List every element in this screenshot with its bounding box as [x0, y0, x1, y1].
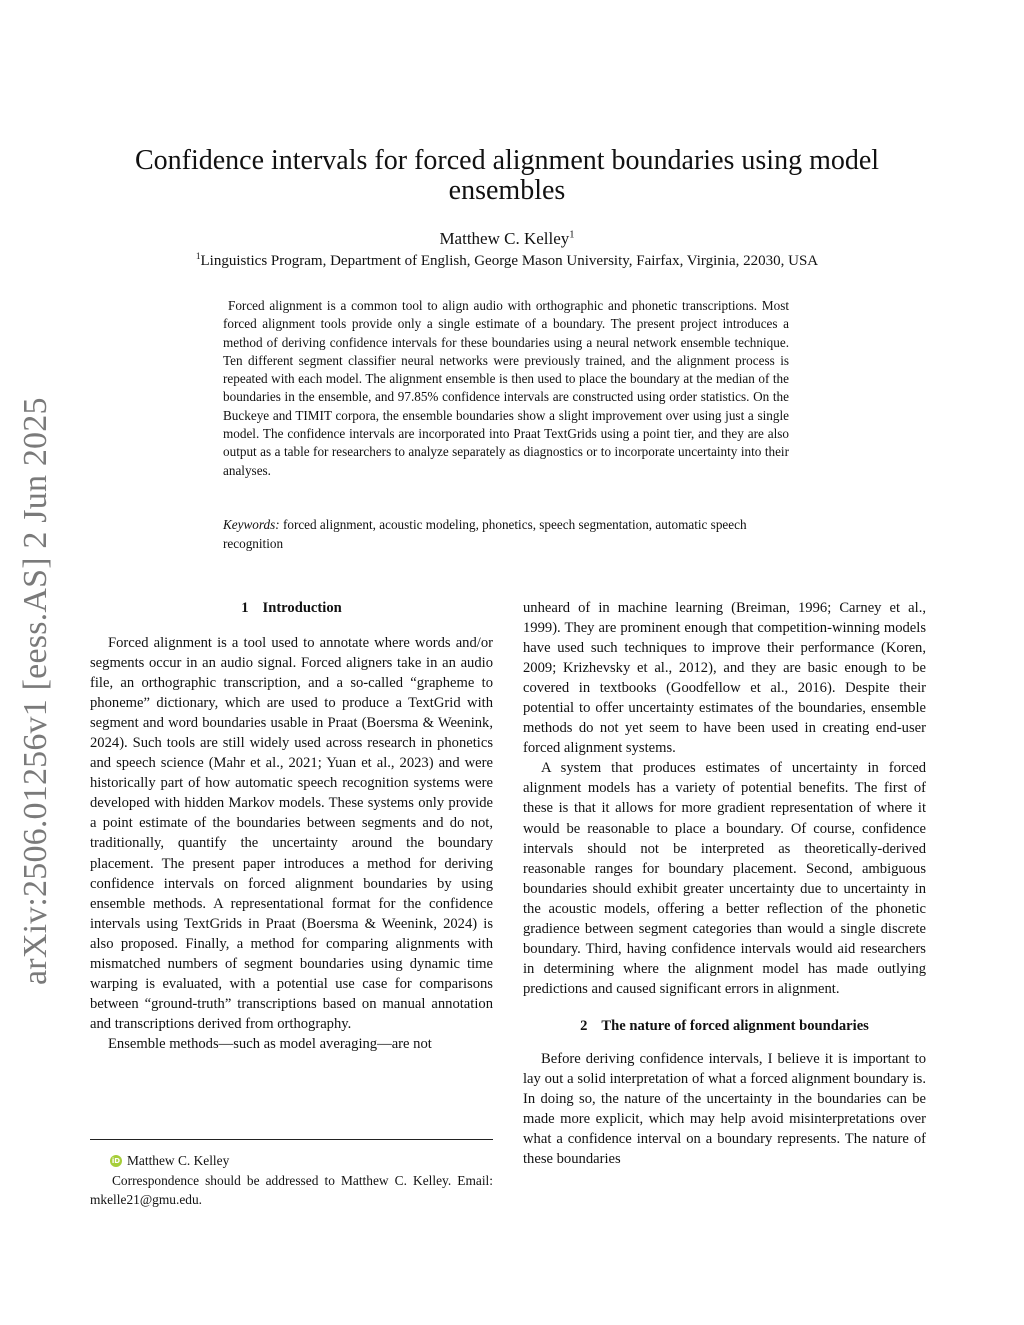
intro-paragraph-1: Forced alignment is a tool used to annotate where words and/or segments occur in an audio signal. Forced aligners take in an audio file, an orthographic transcription, and a so-called “grapheme to phoneme” dictionary, which are used to produce a TextGrid with segment and word boundaries usable in Praat (Boersma & Weenink, 2024). Such tools are still widely used across research in phonetics and speech science (Mahr et al., 2021; Yuan et al., 2023) and were historically part of how automatic speech recognition systems were developed with hidden Markov models. These systems only provide a point estimate of the boundaries between segments and do not, traditionally, quantify the uncertainty around the boundary placement. The present paper introduces a method for deriving confidence intervals on forced alignment boundaries by using ensemble methods. A representational format for the confidence intervals using TextGrids in Praat (Boersma & Weenink, 2024) is also proposed. Finally, a method for comparing alignments with mismatched numbers of segment boundaries using dynamic time warping is evaluated, with a potential use case for comparisons between “ground-truth” transcriptions based on manual annotation and transcriptions derived from orthography. — [90, 635, 493, 1032]
abstract: Forced alignment is a common tool to align audio with orthographic and phonetic transcriptions. Most forced alignment tools provide only a single estimate of a boundary. The present project introduces a method of deriving confidence intervals for these boundaries using a neural network ensemble technique. Ten different segment classifier neural networks were previously trained, and the alignment process is repeated with each model. The alignment ensemble is then used to place the boundary at the median of the boundaries in the ensemble, and 97.85% confidence intervals are constructed using order statistics. On the Buckeye and TIMIT corpora, the ensemble boundaries show a slight improvement over using just a single model. The confidence intervals are incorporated into Praat TextGrids using a point tier, and they are also output as a table for researchers to analyze separately as diagnostics or to incorporate uncertainty into their analyses. — [223, 298, 789, 478]
arxiv-identifier: arXiv:2506.01256v1 [eess.AS] 2 Jun 2025 — [17, 397, 54, 985]
footnote-divider — [90, 1139, 493, 1140]
author-name: Matthew C. Kelley — [439, 229, 570, 248]
intro-paragraph-2-continued: unheard of in machine learning (Breiman, 1996; Carney et al., 1999). They are prominent enough that competition-winning models have used such techniques to improve their performance (Koren, 2009; Krizhevsky et al., 2012), and they are basic enough to be covered in textbooks (Goodfellow et al., 2016). Despite their potential to offer uncertainty estimates of the boundaries, ensemble methods do not yet seem to have been used in creating end-user forced alignment systems. — [523, 600, 926, 757]
keywords — [223, 515, 789, 553]
footnote-author-line — [90, 1151, 493, 1171]
keywords-text: forced alignment, acoustic modeling, phonetics, speech segmentation, automatic speech recognition — [223, 517, 747, 551]
affiliation-line — [60, 251, 954, 271]
footnote — [90, 1151, 493, 1210]
footnote-author-name: Matthew C. Kelley — [127, 1153, 230, 1168]
section-heading-introduction — [90, 597, 493, 619]
affiliation-marker: 1 — [195, 252, 201, 262]
affiliation-text: Linguistics Program, Department of English, George Mason University, Fairfax, Virginia, 22030, USA — [200, 253, 819, 269]
intro-paragraph-3: A system that produces estimates of uncertainty in forced alignment models has a variety of potential benefits. The first of these is that it allows for more gradient representation of where it would be reasonable to place a boundary. Of course, confidence intervals should not be interpreted as theoretically-derived reasonable ranges for boundary placement. Second, ambiguous boundaries should exhibit greater uncertainty due to uncertainty in the acoustic models, offering a better reflection of the phonetic gradience between segment categories than would a single discrete boundary. Third, having confidence intervals would aid researchers in determining where the alignment model has made outlying predictions and caused significant errors in alignment. — [523, 760, 926, 997]
nature-paragraph-1: Before deriving confidence intervals, I believe it is important to lay out a solid interpretation of what a forced alignment boundary is. In doing so, the nature of the uncertainty in the boundaries can be made more explicit, which may help avoid misinterpretations over what a confidence interval on a boundary represents. The nature of these boundaries — [523, 1050, 926, 1168]
orcid-icon[interactable]: iD — [111, 1156, 121, 1165]
intro-paragraph-2-start: Ensemble methods—such as model averaging—are not — [108, 1035, 432, 1052]
section-number: 1 — [241, 600, 249, 616]
section-heading-nature — [523, 1015, 926, 1037]
footnote-correspondence: Correspondence should be addressed to Matthew C. Kelley. Email: mkelle21@gmu.edu. — [90, 1172, 493, 1207]
left-column — [90, 597, 493, 1054]
author-affiliation-marker: 1 — [569, 229, 575, 241]
keywords-label: Keywords: — [223, 517, 280, 532]
right-column — [523, 598, 926, 1169]
section-number: 2 — [580, 1017, 588, 1034]
section-title: Introduction — [262, 600, 342, 616]
author-line — [100, 228, 914, 250]
paper-title: Confidence intervals for forced alignment boundaries using model ensembles — [134, 145, 880, 206]
section-title: The nature of forced alignment boundaries — [601, 1017, 869, 1034]
